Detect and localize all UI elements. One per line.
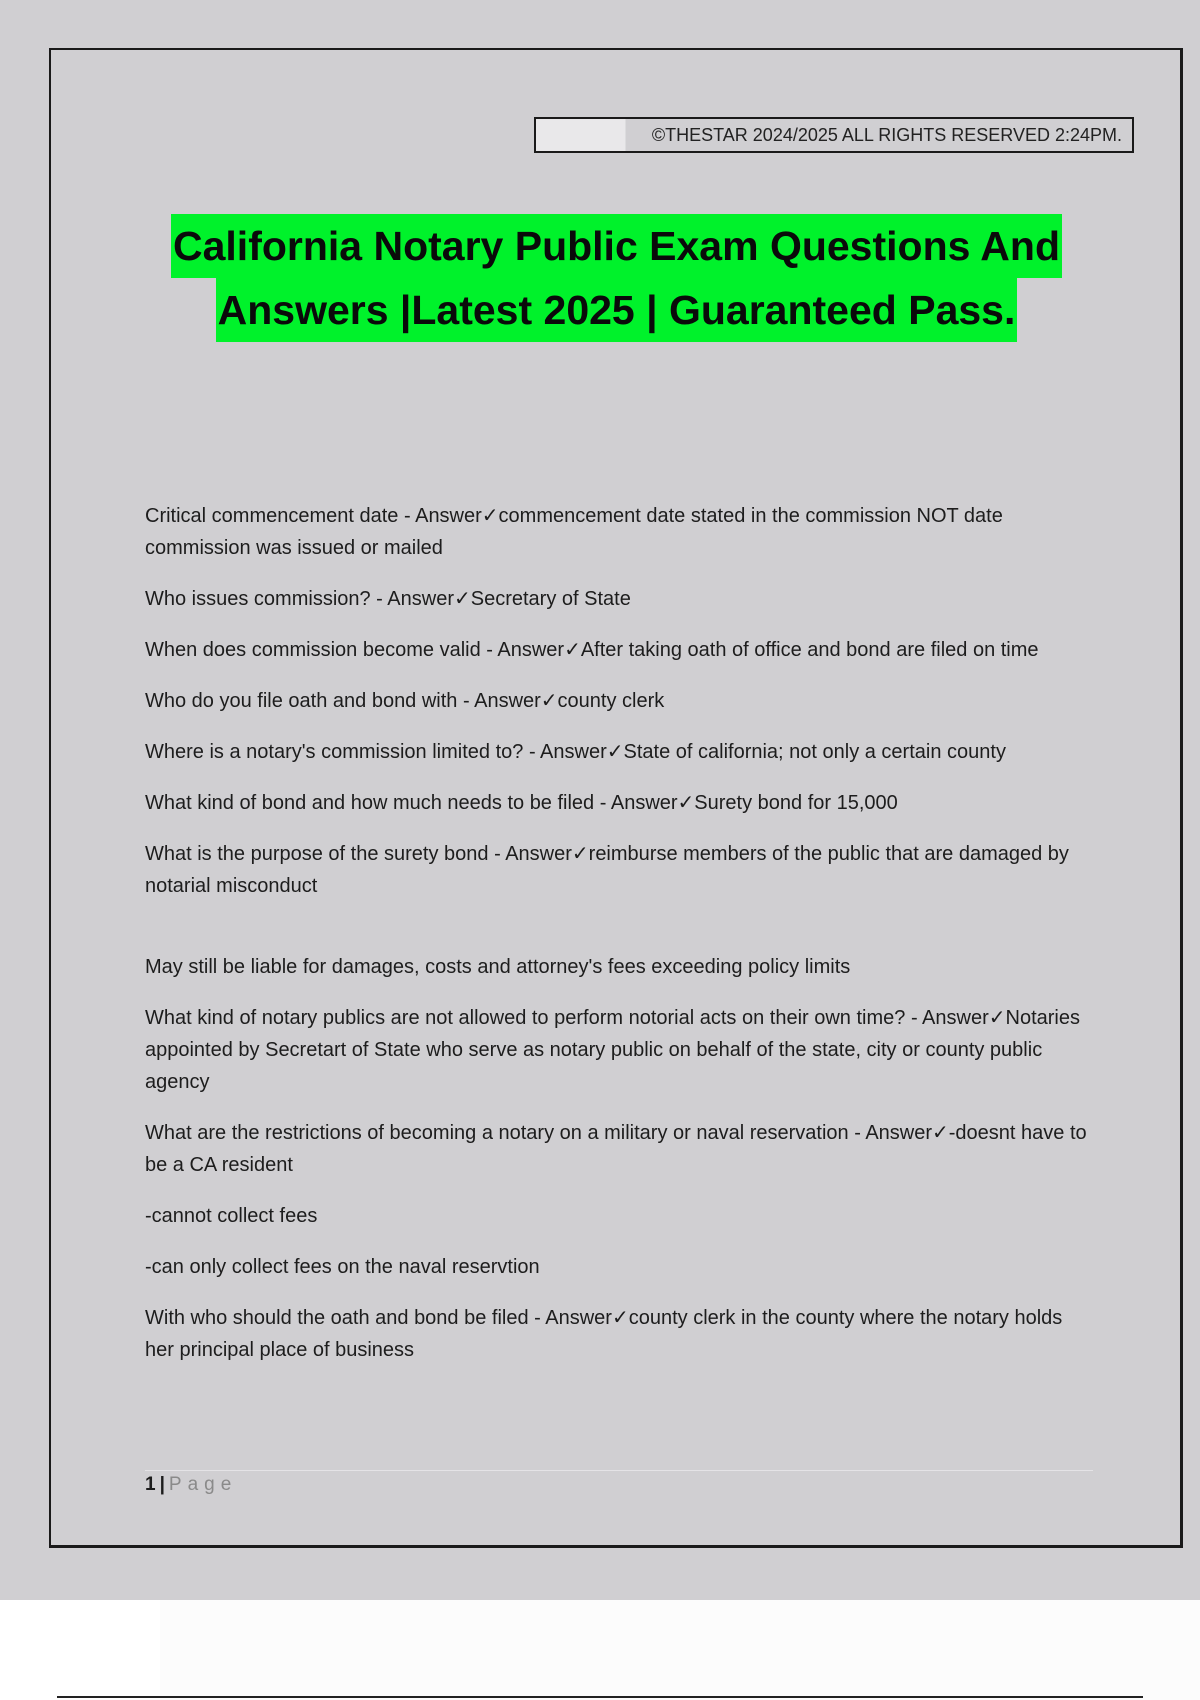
page-number: [145, 1474, 237, 1496]
next-page-area: [0, 1600, 1200, 1700]
qa-item: May still be liable for damages, costs and attorney's fees exceeding policy limits: [145, 956, 851, 978]
qa-item: Where is a notary's commission limited to? - Answer✓State of california; not only a certain county: [145, 741, 1006, 763]
next-page-shade: [160, 1600, 1200, 1700]
qa-item: -can only collect fees on the naval reservtion: [145, 1256, 540, 1278]
qa-item: What kind of bond and how much needs to be filed - Answer✓Surety bond for 15,000: [145, 792, 898, 814]
qa-list: [145, 500, 1095, 1385]
qa-item: What are the restrictions of becoming a notary on a military or naval reservation - Answer✓-doesnt have to be a CA resident: [145, 1122, 1087, 1176]
copyright-notice: ©THESTAR 2024/2025 ALL RIGHTS RESERVED 2:24PM.: [534, 117, 1134, 153]
page-number-value: 1: [145, 1474, 156, 1495]
qa-item: Who issues commission? - Answer✓Secretary of State: [145, 588, 631, 610]
page-word: Page: [168, 1474, 238, 1495]
title-line-1: California Notary Public Exam Questions And: [171, 214, 1062, 278]
qa-item: -cannot collect fees: [145, 1205, 318, 1227]
document-title: [120, 214, 1113, 342]
qa-item: Who do you file oath and bond with - Answer✓county clerk: [145, 690, 665, 712]
next-page-rule: [57, 1696, 1143, 1698]
footer-divider: [145, 1470, 1093, 1471]
qa-item: What is the purpose of the surety bond - Answer✓reimburse members of the public that are damaged by notarial misconduct: [145, 843, 1069, 897]
qa-item: When does commission become valid - Answer✓After taking oath of office and bond are filed on time: [145, 639, 1039, 661]
page-number-separator: |: [159, 1474, 165, 1495]
qa-item: What kind of notary publics are not allowed to perform notorial acts on their own time? - Answer✓Notaries appointed by Secretart of State who serve as notary public on behalf of the state, city or county public agency: [145, 1007, 1080, 1093]
qa-item: Critical commencement date - Answer✓commencement date stated in the commission NOT date commission was issued or mailed: [145, 505, 1003, 559]
qa-item: With who should the oath and bond be filed - Answer✓county clerk in the county where the notary holds her principal place of business: [145, 1307, 1063, 1361]
title-line-2: Answers |Latest 2025 | Guaranteed Pass.: [216, 278, 1018, 342]
